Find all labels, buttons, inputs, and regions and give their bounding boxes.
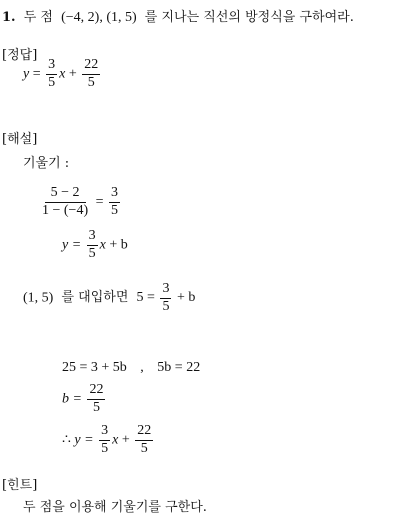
question-text-before: 두 점 xyxy=(23,10,53,25)
question-points: (−4, 2), (1, 5) xyxy=(61,10,137,25)
answer-lhs: y xyxy=(23,66,30,82)
line-form-equation: y = $\frac{3}{5}$ x + b xyxy=(62,228,128,261)
question-line xyxy=(2,6,354,26)
answer-label: [정답] xyxy=(2,48,38,63)
explanation-label: [해설] xyxy=(2,132,38,147)
hint-label: [힌트] xyxy=(2,478,38,493)
step1-equation: 25 = 3 + 5b , 5b = 22 xyxy=(62,360,201,375)
question-number: 1. xyxy=(2,10,16,25)
answer-constant: $\frac{22}{5}$ xyxy=(84,57,99,90)
substitution-line: (1, 5) 를 대입하면 5 = $\frac{3}{5}$ + b xyxy=(23,281,196,314)
slope-label: 기울기 : xyxy=(23,156,70,171)
slope-equation: $\frac{5 - 2}{1 - (-4)}$ = $\frac{3}{5}$ xyxy=(42,185,119,218)
final-equation: ∴ y = $\frac{3}{5}$ x + $\frac{22}{5}$ xyxy=(62,423,152,456)
hint-text: 두 점을 이용해 기울기를 구한다. xyxy=(23,500,207,515)
answer-fraction: $\frac{3}{5}$ xyxy=(48,57,56,90)
answer-equation: y = $\frac{3}{5}$ x + $\frac{22}{5}$ xyxy=(23,57,99,90)
question-text-after: 를 지나는 직선의 방정식을 구하여라. xyxy=(144,10,354,25)
b-equation: b = $\frac{22}{5}$ xyxy=(62,382,104,415)
